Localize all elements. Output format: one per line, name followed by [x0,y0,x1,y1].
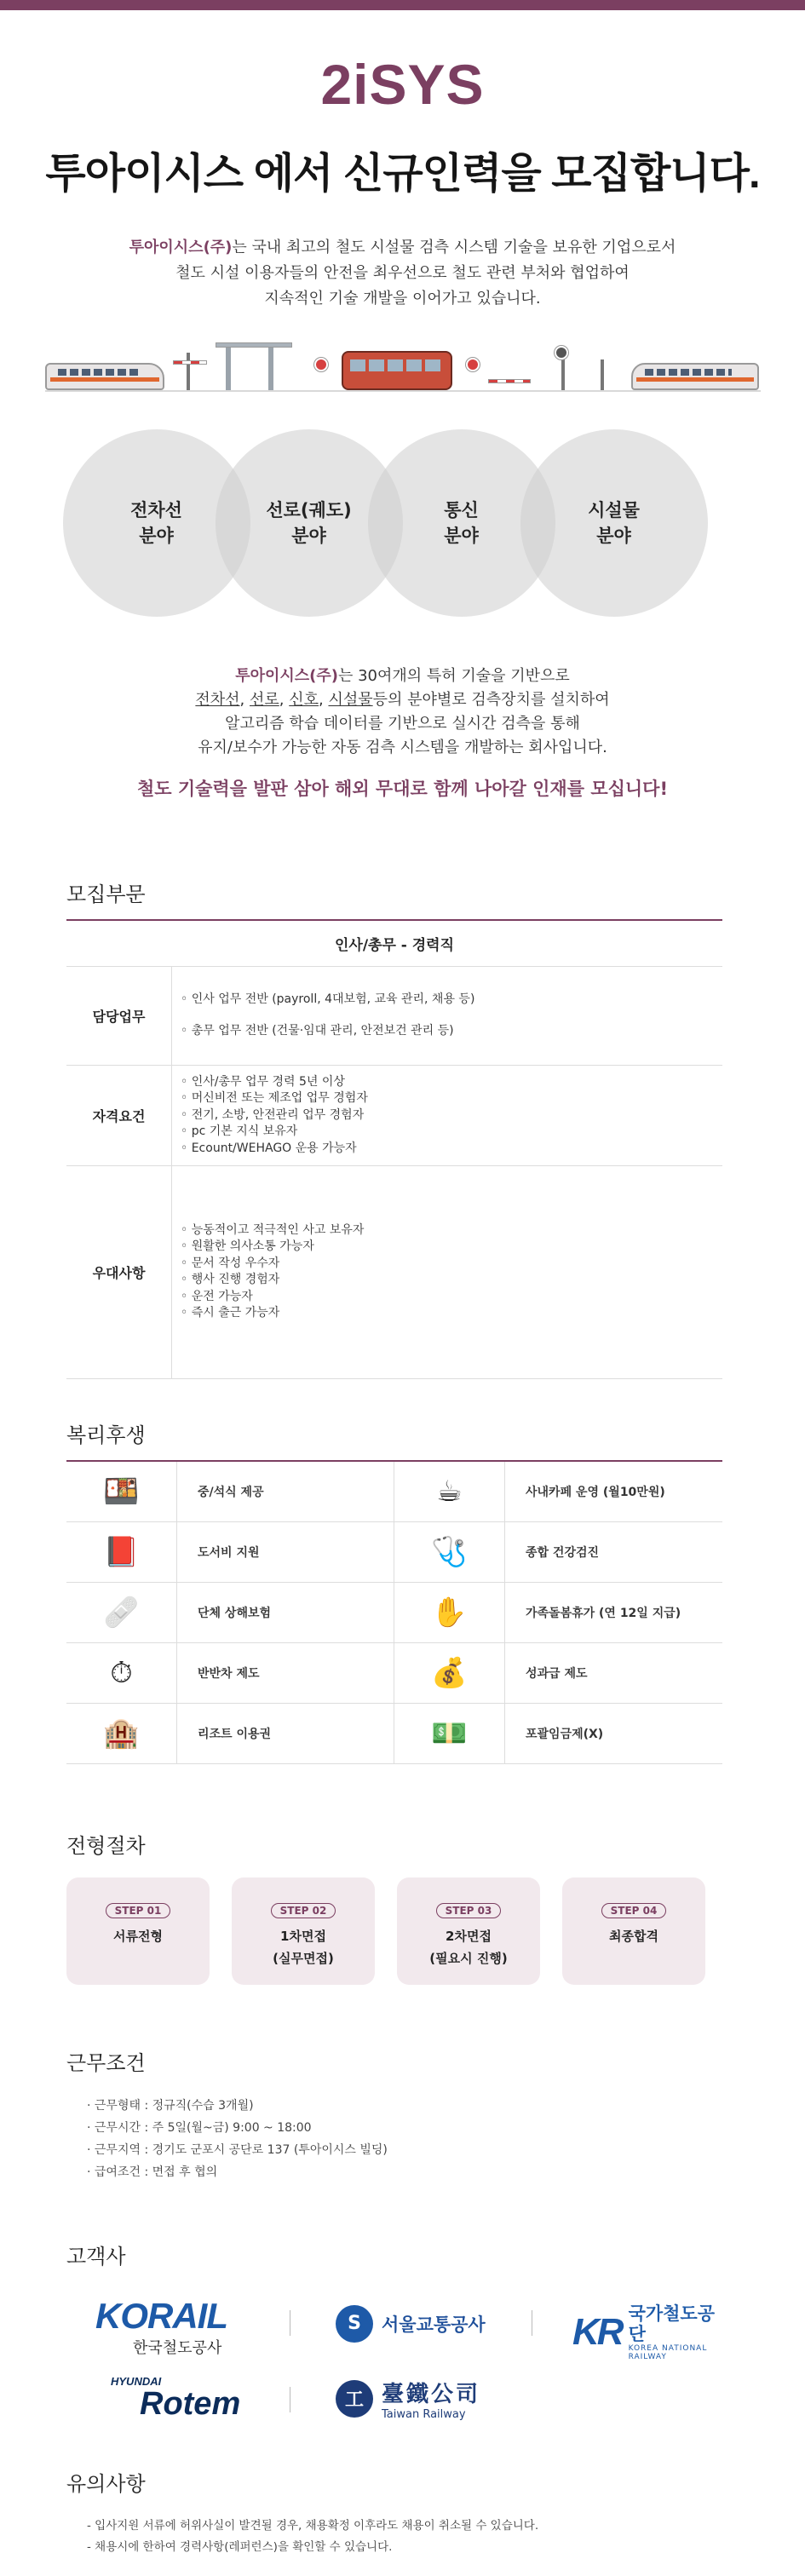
rotem-wordmark: Rotem [140,2385,241,2422]
cash-icon: 💵 [394,1704,505,1763]
benefit-item [66,1704,394,1763]
about-facility: 시설물 [328,690,373,709]
sign-post-icon [601,359,604,390]
taiwan-railway-name: 臺鐵公司 [382,2381,481,2407]
condition-item: · 근무형태 : 정규직(수습 3개월) [87,2098,254,2113]
benefit-label: 성과급 제도 [526,1666,588,1681]
barrier-icon [488,379,531,383]
benefit-item [66,1462,394,1521]
benefits-row [66,1462,722,1522]
taiwan-railway-subtitle: Taiwan Railway [382,2407,466,2421]
step-name: 1차면접 (실무면접) [273,1928,334,1966]
requirements-item: ◦ 전기, 소방, 안전관리 업무 경험자 [181,1107,365,1122]
hand-heart-icon: ✋ [394,1583,505,1642]
duties-head: 담당업무 [66,967,172,1065]
korail-logo [95,2295,227,2358]
meal-icon: 🍱 [66,1462,177,1521]
call-to-action: 철도 기술력을 발판 삼아 해외 무대로 함께 나아갈 인재를 모십니다! [136,778,669,799]
seoul-metro-name: 서울교통공사 [382,2314,486,2335]
money-hand-icon: 💰 [394,1643,505,1703]
notes-list [66,2516,722,2558]
duties-item: ◦ 총무 업무 전반 (건물·임대 관리, 안전보건 관리 등) [181,1024,454,1038]
conditions-title: 근무조건 [66,2050,146,2075]
intro-line2: 철도 시설 이용자들의 안전을 최우선으로 철도 관련 부처와 협업하여 [175,263,630,282]
seoul-metro-logo [336,2305,486,2343]
benefit-item [394,1583,722,1642]
about-catenary: 전차선 [195,690,240,709]
benefit-item [66,1583,394,1642]
rotem-brand: HYUNDAI [111,2374,162,2388]
benefit-label: 중/석식 제공 [198,1485,264,1499]
kr-logo [572,2303,722,2361]
benefit-label: 도서비 지원 [198,1545,260,1560]
benefit-label: 반반차 제도 [198,1666,260,1681]
field-catenary-label: 전차선 분야 [130,499,182,546]
about-line4: 유지/보수가 가능한 자동 검측 시스템을 개발하는 회사입니다. [198,738,607,756]
preferred-item: ◦ 행사 진행 경험자 [181,1273,280,1287]
step-badge: STEP 03 [436,1903,502,1918]
company-logo: 2iSYS [320,53,485,116]
about-text [0,664,805,760]
train-illustration [45,344,761,404]
duties-item: ◦ 인사 업무 전반 (payroll, 4대보험, 교육 관리, 채용 등) [181,992,475,1006]
benefit-item [66,1522,394,1582]
intro-company: 투아이시스(주) [129,238,233,256]
benefits-row [66,1704,722,1764]
kr-name: 국가철도공단 [628,2303,715,2344]
kr-emblem-icon: KR [572,2310,622,2353]
stopwatch-icon: ⏱ [66,1643,177,1703]
process-step [66,1877,210,1985]
step-name: 서류전형 [113,1928,163,1944]
preferred-item: ◦ 능동적이고 적극적인 사고 보유자 [181,1222,365,1237]
benefits-row [66,1643,722,1704]
field-communication-label: 통신 분야 [444,499,479,546]
benefit-item [394,1462,722,1521]
benefit-label: 종합 건강검진 [526,1545,600,1560]
seoul-metro-emblem-icon: S [336,2305,373,2343]
benefit-item [394,1704,722,1763]
recruit-title: 모집부문 [66,877,722,921]
intro-text [0,235,805,312]
requirements-item: ◦ pc 기본 지식 보유자 [181,1124,298,1139]
benefits-row [66,1583,722,1643]
about-line3: 알고리즘 학습 데이터를 기반으로 실시간 검측을 통해 [225,714,580,733]
about-line2 [0,688,805,712]
benefit-label: 포괄임금제(X) [526,1727,604,1741]
bandage-icon: 🩹 [66,1583,177,1642]
business-fields [45,429,761,617]
notes-title: 유의사항 [66,2471,146,2496]
requirements-body [172,1066,722,1165]
requirements-item: ◦ Ecount/WEHAGO 운용 가능자 [181,1141,357,1155]
process-steps [66,1877,722,1985]
step-badge: STEP 04 [601,1903,667,1918]
field-facility [520,429,708,617]
signal-post-icon [561,356,565,390]
catenary-pole-icon [226,344,231,390]
kr-subtitle: KOREA NATIONAL RAILWAY [628,2343,708,2361]
clients-title: 고객사 [66,2244,126,2268]
tram-icon [342,351,452,390]
catenary-pole-icon-2 [268,344,273,390]
taiwan-railway-text [382,2377,480,2421]
condition-item: · 근무지역 : 경기도 군포시 공단로 137 (투아이시스 빌딩) [87,2142,388,2157]
preferred-item: ◦ 문서 작성 우수자 [181,1256,280,1270]
preferred-item: ◦ 운전 가능자 [181,1289,253,1303]
signal-pole-icon [187,353,190,390]
clients-section [66,2240,722,2426]
note-item: - 입사지원 서류에 허위사실이 발견될 경우, 채용확정 이후라도 채용이 취소될 수 있습니다. [87,2518,539,2533]
requirements-item: ◦ 머신비전 또는 제조업 업무 경험자 [181,1091,368,1106]
signal-light-icon [314,358,328,371]
process-step [397,1877,540,1985]
benefit-label: 리조트 이용권 [198,1727,272,1741]
step-name: 최종합격 [609,1928,658,1944]
benefits-title: 복리후생 [66,1418,722,1462]
preferred-item: ◦ 원활한 의사소통 가능자 [181,1239,314,1254]
train-right-icon [631,363,759,390]
coffee-icon: ☕ [394,1462,505,1521]
benefits-row [66,1522,722,1583]
hyundai-rotem-logo [111,2375,240,2420]
intro-line1: 는 국내 최고의 철도 시설물 검측 시스템 기술을 보유한 기업으로서 [232,238,676,256]
benefit-label: 단체 상해보험 [198,1606,272,1620]
process-step [562,1877,705,1985]
about-line1: 는 30여개의 특허 기술을 기반으로 [337,666,570,685]
benefit-label: 사내카페 운영 (월10만원) [526,1485,665,1499]
korail-wordmark: KORAIL [95,2295,227,2336]
resort-icon: 🏨 [66,1704,177,1763]
condition-item: · 급여조건 : 면접 후 협의 [87,2165,218,2179]
about-sep2: , [279,690,290,709]
notes-section [66,2467,722,2558]
about-signal: 신호 [289,690,319,709]
requirements-head: 자격요건 [66,1066,172,1165]
step-badge: STEP 02 [271,1903,336,1918]
page-headline: 투아이시스 에서 신규인력을 모집합니다. [45,151,760,197]
intro-line3: 지속적인 기술 개발을 이어가고 있습니다. [264,289,541,308]
crossing-gate-icon [173,360,207,365]
preferred-row [66,1166,722,1379]
stethoscope-icon: 🩺 [394,1522,505,1582]
process-step [232,1877,375,1985]
duties-body [172,967,722,1065]
requirements-row [66,1066,722,1166]
step-name: 2차면접 (필요시 진행) [429,1928,508,1966]
taiwan-railway-logo [336,2377,480,2421]
step-badge: STEP 01 [106,1903,171,1918]
field-track-label: 선로(궤도) 분야 [266,499,352,546]
client-logos [66,2295,722,2426]
taiwan-railway-emblem-icon: 工 [336,2380,373,2418]
benefit-item [394,1643,722,1703]
top-accent-bar [0,0,805,10]
duties-row [66,967,722,1066]
stop-sign-icon [466,358,480,371]
conditions-list [66,2095,722,2183]
condition-item: · 근무시간 : 주 5일(월~금) 9:00 ~ 18:00 [87,2120,312,2135]
preferred-item: ◦ 즉시 출근 가능자 [181,1306,280,1320]
benefit-item [66,1643,394,1703]
process-section [66,1829,722,1985]
conditions-section [66,2046,722,2183]
about-track: 선로 [250,690,279,709]
benefit-item [394,1522,722,1582]
job-title: 인사/총무 - 경력직 [66,921,722,967]
book-icon: 📕 [66,1522,177,1582]
field-facility-label: 시설물 분야 [588,499,640,546]
about-company: 투아이시스(주) [235,666,338,685]
preferred-head: 우대사항 [66,1166,172,1378]
kr-text [629,2303,722,2361]
note-item: - 채용시에 한하여 경력사항(레퍼런스)을 확인할 수 있습니다. [87,2539,393,2554]
recruit-section [66,877,722,1379]
benefits-section [66,1418,722,1764]
about-sep3: , [319,690,329,709]
about-line2-rest: 등의 분야별로 검측장치를 설치하여 [372,690,610,709]
process-title: 전형절차 [66,1833,146,1858]
requirements-item: ◦ 인사/총무 업무 경력 5년 이상 [181,1074,345,1089]
korail-subtitle: 한국철도공사 [133,2338,222,2357]
catenary-beam-icon [216,342,292,348]
signal-lamp-icon [555,346,568,359]
benefit-label: 가족돌봄휴가 (연 12일 지급) [526,1606,681,1620]
about-sep1: , [239,690,250,709]
train-left-icon [45,363,164,390]
rail-line [45,390,761,392]
preferred-body [172,1166,722,1378]
